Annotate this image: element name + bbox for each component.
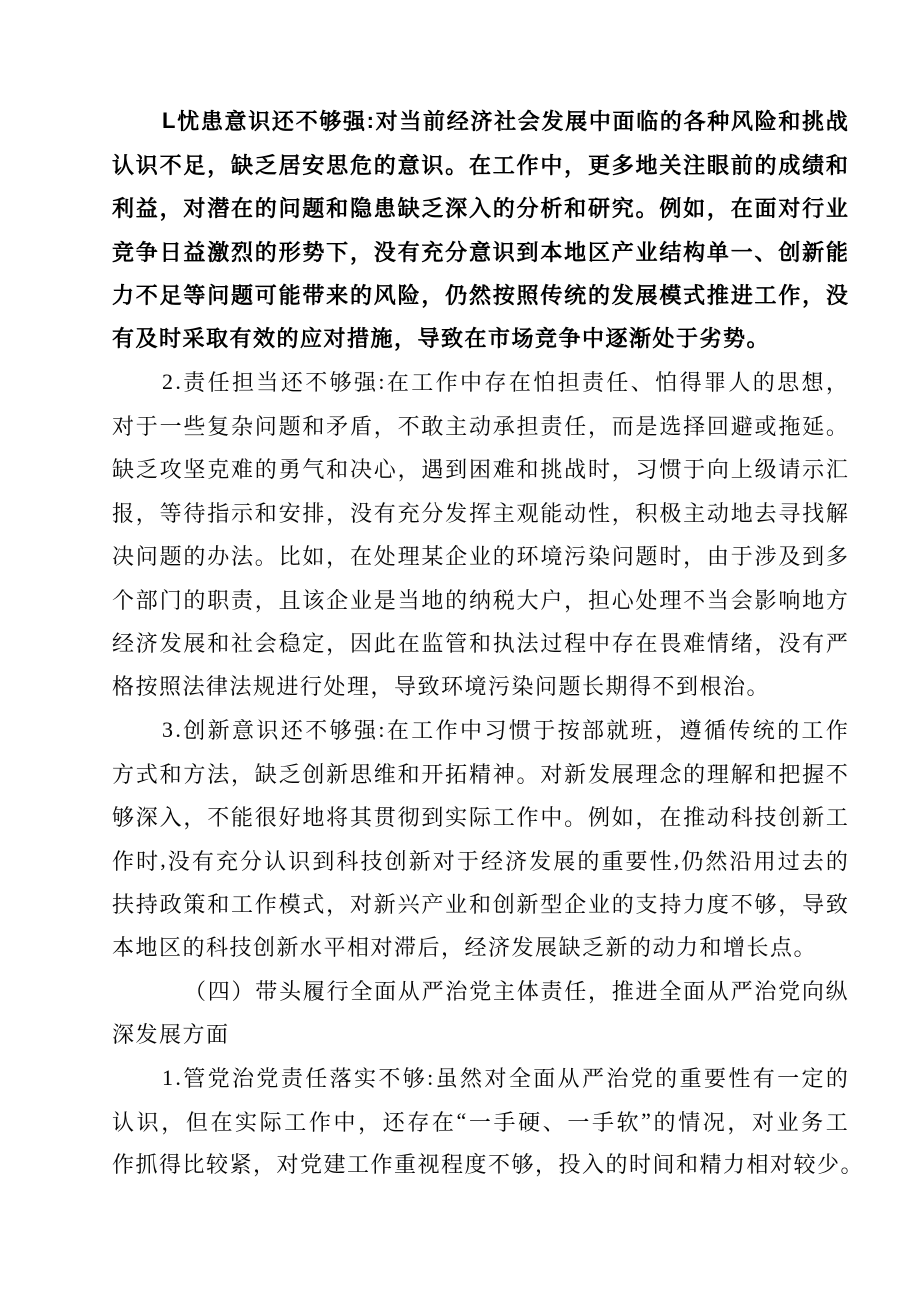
text-line: 缺 乏 攻 坚 克 难 的 勇 气 和 决 心 ， 遇 到 困 难 和 挑 战 时 ， 习 惯 于 向 上 级 请 示 汇 — [112, 457, 848, 483]
text-line: 够 深 入 ， 不 能 很 好 地 将 其 贯 彻 到 实 际 工 作 中 。 例 如 ， 在 推 动 科 技 创 新 工 — [112, 805, 848, 831]
text-line: 格按照法律法规进行处理，导致环境污染问题长期得不到根治。 — [112, 673, 771, 699]
text-line: 利 益 ， 对 潜 在 的 问 题 和 隐 患 缺 乏 深 入 的 分 析 和 研 究 。 例 如 ， 在 面 对 行 业 — [112, 196, 848, 222]
text-line: 1 . 管 党 治 党 责 任 落 实 不 够 : 虽 然 对 全 面 从 严 治 党 的 重 要 性 有 一 定 的 — [162, 1064, 848, 1092]
text-line: 深发展方面 — [112, 1021, 230, 1047]
text-line: 个 部 门 的 职 责 ， 且 该 企 业 是 当 地 的 纳 税 大 户 ， 担 心 处 理 不 当 会 影 响 地 方 — [112, 587, 848, 613]
text-line: 认 识 不 足 ， 缺 乏 居 安 思 危 的 意 识 。 在 工 作 中 ， 更 多 地 关 注 眼 前 的 成 绩 和 — [112, 152, 848, 178]
text-line: 决 问 题 的 办 法 。 比 如 ， 在 处 理 某 企 业 的 环 境 污 染 问 题 时 ， 由 于 涉 及 到 多 — [112, 544, 848, 570]
text-line: 3 . 创 新 意 识 还 不 够 强 : 在 工 作 中 习 惯 于 按 部 就 班 ， 遵 循 传 统 的 工 作 — [162, 716, 848, 744]
text-line: L 忧 患 意 识 还 不 够 强 : 对 当 前 经 济 社 会 发 展 中 面 临 的 各 种 风 险 和 挑 战 — [162, 107, 848, 135]
text-line: 力 不 足 等 问 题 可 能 带 来 的 风 险 ， 仍 然 按 照 传 统 的 发 展 模 式 推 进 工 作 ， 没 — [112, 283, 848, 309]
text-line: 本地区的科技创新水平相对滞后，经济发展缺乏新的动力和增长点。 — [112, 934, 818, 960]
text-line: 认 识 ， 但 在 实 际 工 作 中 ， 还 存 在 “ 一 手 硬 、 一 手 软 ” 的 情 况 ， 对 业 务 工 — [112, 1108, 848, 1135]
paragraph-worry-awareness — [112, 99, 848, 360]
text-line: 作 时 , 没 有 充 分 认 识 到 科 技 创 新 对 于 经 济 发 展 的 重 要 性 , 仍 然 沿 用 过 去 的 — [112, 847, 848, 874]
text-line: 经 济 发 展 和 社 会 稳 定 ， 因 此 在 监 管 和 执 法 过 程 中 存 在 畏 难 情 绪 ， 没 有 严 — [112, 631, 848, 657]
text-line: 方 式 和 方 法 ， 缺 乏 创 新 思 维 和 开 拓 精 神 。 对 新 发 展 理 念 的 理 解 和 把 握 不 — [112, 761, 848, 787]
text-line: 扶 持 政 策 和 工 作 模 式 ， 对 新 兴 产 业 和 创 新 型 企 业 的 支 持 力 度 不 够 ， 导 致 — [112, 892, 848, 918]
text-line: 有及时采取有效的应对措施，导致在市场竞争中逐渐处于劣势。 — [112, 325, 771, 351]
text-line: （ 四 ） 带 头 履 行 全 面 从 严 治 党 主 体 责 任 ， 推 进 全 面 从 严 治 党 向 纵 — [184, 979, 848, 1005]
paragraph-innovation — [112, 708, 848, 969]
paragraph-party-governance — [112, 1056, 865, 1187]
heading-section-four — [112, 969, 848, 1056]
text-line: 竞 争 日 益 激 烈 的 形 势 下 ， 没 有 充 分 意 识 到 本 地 区 产 业 结 构 单 一 、 创 新 能 — [112, 239, 848, 265]
paragraph-responsibility — [112, 360, 848, 708]
text-line: 作抓得比较紧，对党建工作重视程度不够，投入的时间和精力相对较少。 — [112, 1152, 865, 1177]
document-text-block — [112, 99, 865, 1187]
text-line: 2 . 责 任 担 当 还 不 够 强 : 在 工 作 中 存 在 怕 担 责 任 、 怕 得 罪 人 的 思 想 ， — [162, 368, 848, 396]
text-line: 对 于 一 些 复 杂 问 题 和 矛 盾 ， 不 敢 主 动 承 担 责 任 ， 而 是 选 择 回 避 或 拖 延 。 — [112, 413, 848, 439]
text-line: 报 ， 等 待 指 示 和 安 排 ， 没 有 充 分 发 挥 主 观 能 动 性 ， 积 极 主 动 地 去 寻 找 解 — [112, 500, 848, 526]
